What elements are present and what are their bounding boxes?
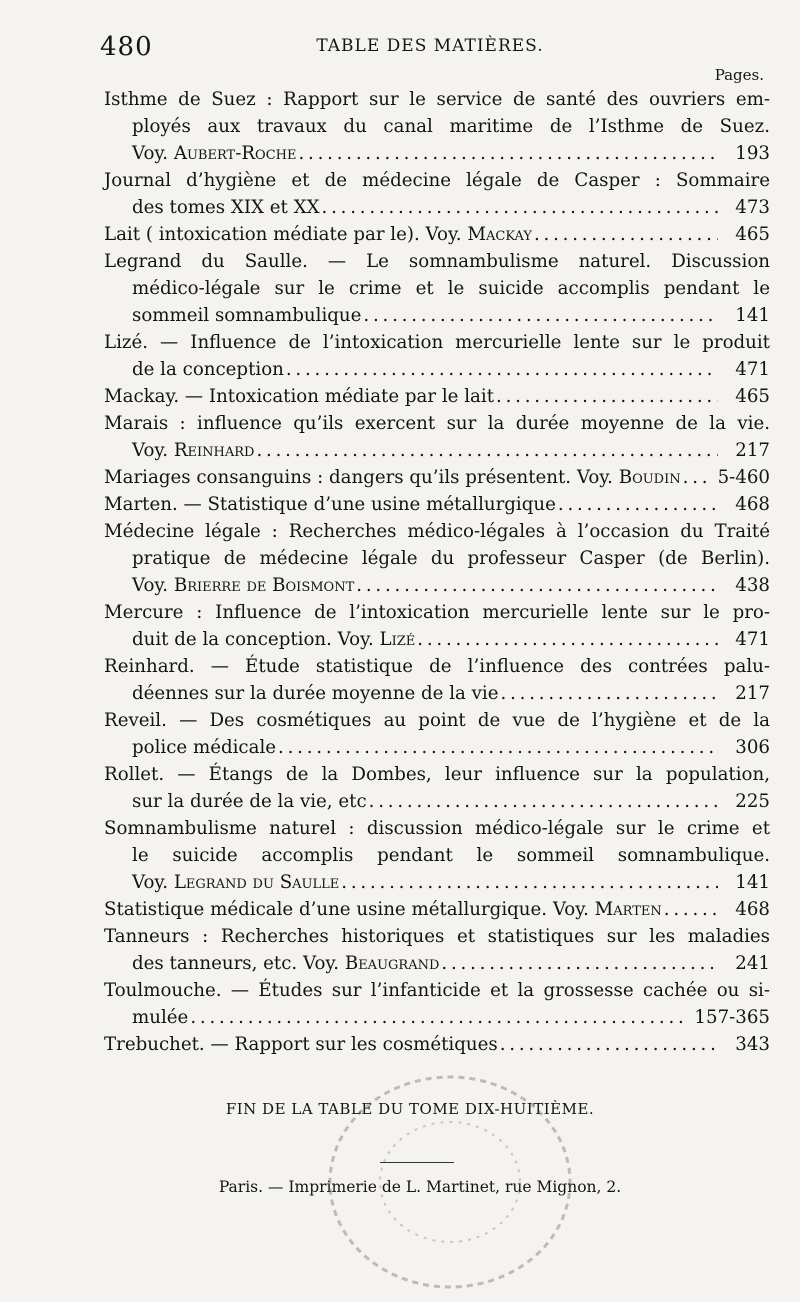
entry-leader-line	[104, 356, 770, 383]
entry-text: Statistique médicale d’une usine métallurgique. Voy.	[104, 899, 595, 920]
entry-text: Mackay. — Intoxication médiate par le lait	[104, 386, 495, 407]
page-ref: 471	[735, 359, 770, 380]
dot-leader	[441, 950, 718, 977]
entry-leader-line	[104, 302, 770, 329]
author-name: Brierre de Boismont	[173, 575, 355, 596]
index-entry	[104, 518, 770, 599]
entry-leader-line	[104, 734, 770, 761]
entry-line: Lizé. — Influence de l’intoxication mercurielle lente sur le produit	[104, 332, 770, 353]
entry-line: Isthme de Suez : Rapport sur le service de santé des ouvriers em-	[104, 89, 770, 110]
index-entry	[104, 761, 770, 815]
index-entry	[104, 464, 770, 491]
entry-leader-line	[104, 1031, 770, 1058]
entry-line: Tanneurs : Recherches historiques et statistiques sur les maladies	[104, 926, 770, 947]
entry-leader-line	[104, 896, 770, 923]
page-ref: 306	[735, 737, 770, 758]
entry-line: Mercure : Influence de l’intoxication mercurielle lente sur le pro-	[104, 602, 770, 623]
page-number: 480	[100, 32, 153, 62]
entry-leader-line	[104, 788, 770, 815]
author-name: Reinhard	[173, 440, 255, 461]
entry-leader-line	[104, 464, 770, 491]
page-ref: 438	[735, 575, 770, 596]
entry-leader-line	[104, 626, 770, 653]
dot-leader	[363, 302, 718, 329]
entry-line: Médecine légale : Recherches médico-légales à l’occasion du Traité	[104, 521, 770, 542]
entry-leader-line	[104, 491, 770, 518]
author-name: Marten	[594, 899, 662, 920]
page-ref: 141	[735, 305, 770, 326]
entry-text: sommeil somnambulique	[132, 305, 362, 326]
entry-leader-line	[104, 1004, 770, 1031]
index-entry	[104, 896, 770, 923]
page-ref: 473	[735, 197, 770, 218]
dot-leader	[369, 788, 718, 815]
entry-leader-line	[104, 572, 770, 599]
entry-text: police médicale	[132, 737, 277, 758]
dot-leader	[417, 626, 718, 653]
page-ref: 465	[735, 386, 770, 407]
page-ref: 471	[735, 629, 770, 650]
running-title: TABLE DES MATIÈRES.	[316, 36, 544, 56]
index-list	[104, 86, 770, 1058]
dot-leader	[341, 869, 718, 896]
entry-text: Voy.	[132, 872, 174, 893]
author-name: Lizé	[379, 629, 416, 650]
entry-text: Voy.	[132, 440, 174, 461]
dot-leader	[298, 140, 718, 167]
entry-text: Lait ( intoxication médiate par le). Voy.	[104, 224, 468, 245]
entry-leader-line	[104, 950, 770, 977]
index-entry	[104, 1031, 770, 1058]
dot-leader	[496, 383, 718, 410]
dot-leader	[500, 1031, 718, 1058]
entry-line: Reveil. — Des cosmétiques au point de vue de l’hygiène et de la	[104, 710, 770, 731]
dot-leader	[664, 896, 718, 923]
page-ref: 217	[735, 683, 770, 704]
entry-leader-line	[104, 140, 770, 167]
page-ref: 241	[735, 953, 770, 974]
page-ref: 468	[735, 494, 770, 515]
entry-text: sur la durée de la vie, etc	[132, 791, 367, 812]
index-entry	[104, 599, 770, 653]
entry-leader-line	[104, 221, 770, 248]
page-ref: 141	[735, 872, 770, 893]
author-name: Legrand du Saulle	[173, 872, 340, 893]
dot-leader	[190, 1004, 688, 1031]
entry-text: Marten. — Statistique d’une usine métallurgique	[104, 494, 556, 515]
entry-line: médico-légale sur le crime et le suicide accomplis pendant le	[132, 278, 770, 299]
dot-leader	[501, 680, 719, 707]
index-entry	[104, 491, 770, 518]
index-entry	[104, 86, 770, 167]
entry-line: Marais : influence qu’ils exercent sur la durée moyenne de la vie.	[104, 413, 770, 434]
author-name: Mackay	[467, 224, 532, 245]
dot-leader	[356, 572, 718, 599]
pages-column-label: Pages.	[714, 66, 764, 84]
entry-line: Journal d’hygiène et de médecine légale de Casper : Sommaire	[104, 170, 770, 191]
library-stamp	[300, 1062, 600, 1302]
author-name: Aubert-Roche	[173, 143, 297, 164]
dot-leader	[256, 437, 718, 464]
index-entry	[104, 707, 770, 761]
page-ref: 157-365	[694, 1007, 770, 1028]
page-ref: 193	[735, 143, 770, 164]
index-entry	[104, 383, 770, 410]
dot-leader	[278, 734, 718, 761]
dot-leader	[558, 491, 718, 518]
index-entry	[104, 167, 770, 221]
entry-line: ployés aux travaux du canal maritime de l’Isthme de Suez.	[132, 116, 770, 137]
printer-line: Paris. — Imprimerie de L. Martinet, rue Mignon, 2.	[218, 1178, 622, 1196]
entry-leader-line	[104, 680, 770, 707]
entry-line: Legrand du Saulle. — Le somnambulisme naturel. Discussion	[104, 251, 770, 272]
index-entry	[104, 329, 770, 383]
entry-leader-line	[104, 383, 770, 410]
entry-line: Somnambulisme naturel : discussion médico-légale sur le crime et	[104, 818, 770, 839]
entry-leader-line	[104, 869, 770, 896]
entry-line: pratique de médecine légale du professeur Casper (de Berlin).	[132, 548, 770, 569]
dot-leader	[322, 194, 718, 221]
entry-text: de la conception	[132, 359, 284, 380]
index-entry	[104, 977, 770, 1031]
author-name: Beaugrand	[344, 953, 440, 974]
index-entry	[104, 410, 770, 464]
entry-text: Mariages consanguins : dangers qu’ils présentent. Voy.	[104, 467, 619, 488]
dot-leader	[683, 464, 712, 491]
index-entry	[104, 248, 770, 329]
entry-text: des tomes XIX et XX	[132, 197, 320, 218]
dot-leader	[534, 221, 718, 248]
entry-line: Reinhard. — Étude statistique de l’influence des contrées palu-	[104, 656, 770, 677]
page-ref: 225	[735, 791, 770, 812]
index-entry	[104, 815, 770, 896]
entry-line: le suicide accomplis pendant le sommeil somnambulique.	[132, 845, 770, 866]
colophon: FIN DE LA TABLE DU TOME DIX-HUITIÈME.	[225, 1100, 595, 1118]
author-name: Boudin	[618, 467, 681, 488]
index-entry	[104, 923, 770, 977]
page-ref: 465	[735, 224, 770, 245]
index-entry	[104, 653, 770, 707]
entry-text: duit de la conception. Voy.	[132, 629, 380, 650]
entry-text: mulée	[132, 1007, 189, 1028]
page-header	[100, 32, 760, 66]
page-ref: 343	[735, 1034, 770, 1055]
page-ref: 217	[735, 440, 770, 461]
entry-text: déennes sur la durée moyenne de la vie	[132, 683, 499, 704]
page-ref: 468	[735, 899, 770, 920]
entry-leader-line	[104, 437, 770, 464]
entry-text: Voy.	[132, 143, 174, 164]
entry-text: Trebuchet. — Rapport sur les cosmétiques	[104, 1034, 498, 1055]
entry-line: Rollet. — Étangs de la Dombes, leur influence sur la population,	[104, 764, 770, 785]
index-entry	[104, 221, 770, 248]
page-ref: 5-460	[717, 467, 770, 488]
entry-line: Toulmouche. — Études sur l’infanticide et la grossesse cachée ou si-	[104, 980, 770, 1001]
entry-leader-line	[104, 194, 770, 221]
entry-text: Voy.	[132, 575, 174, 596]
entry-text: des tanneurs, etc. Voy.	[132, 953, 345, 974]
dot-leader	[286, 356, 718, 383]
